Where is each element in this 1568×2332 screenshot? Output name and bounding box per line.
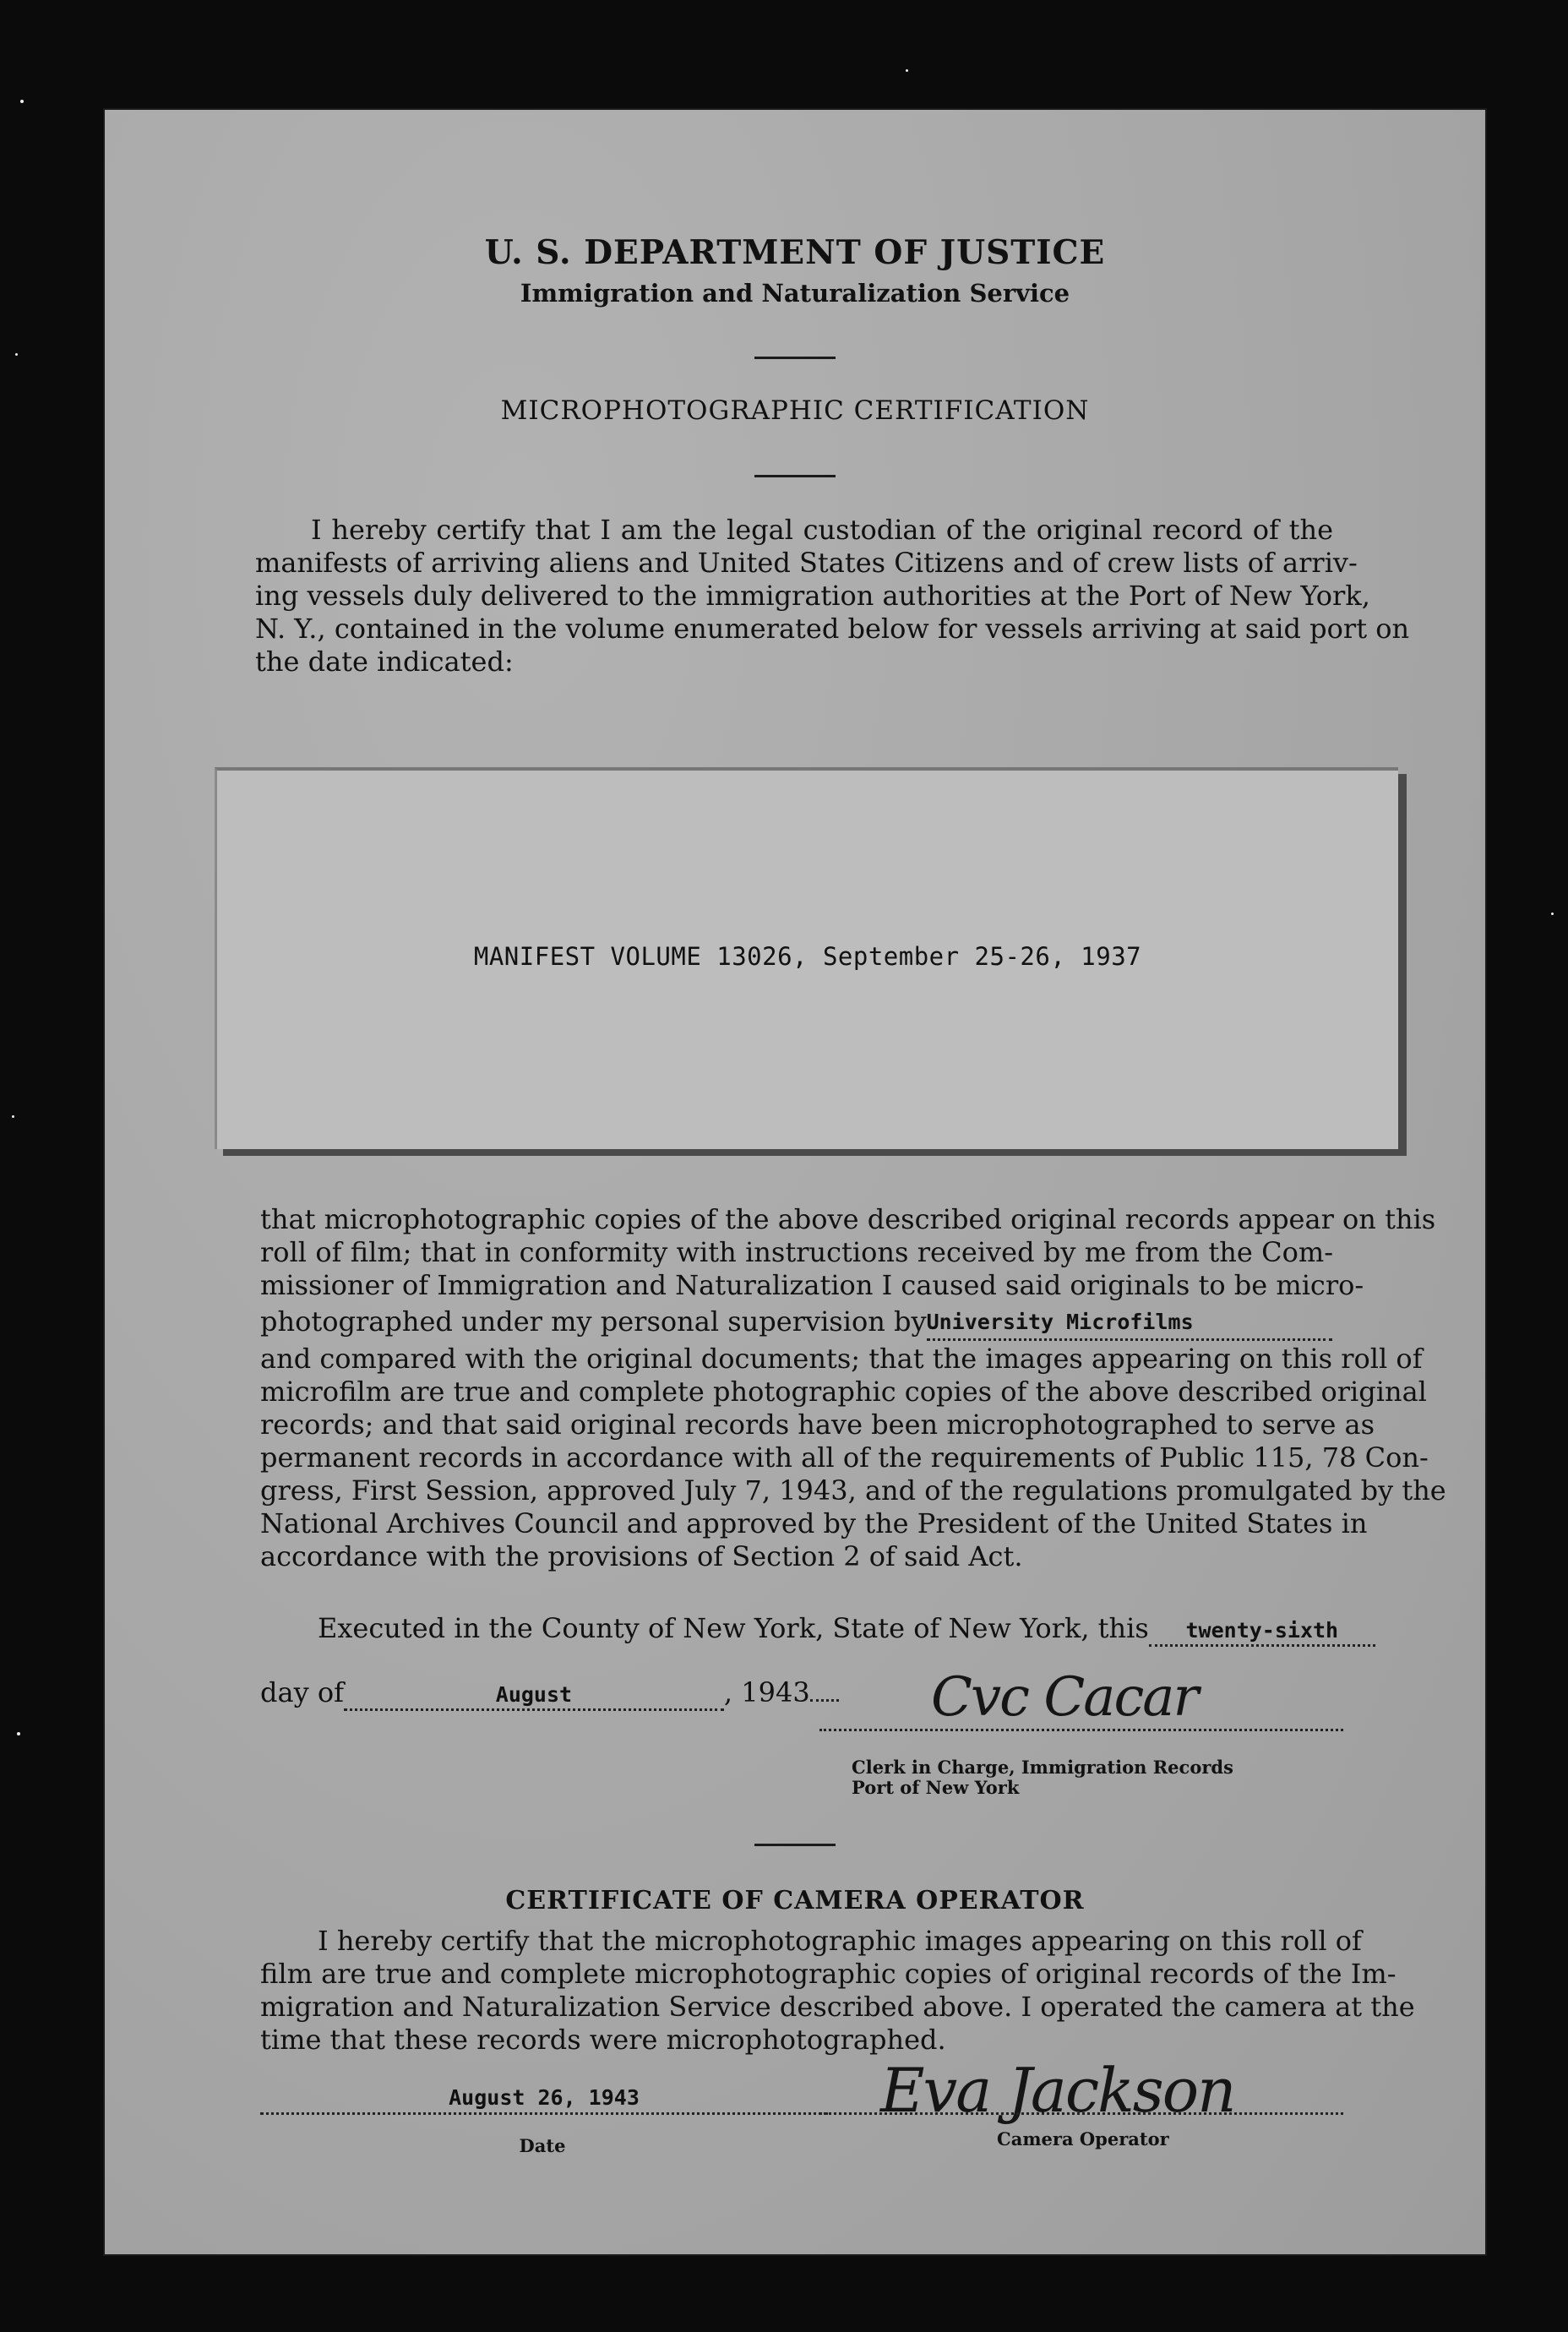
supervisor-value: University Microfilms [926,1310,1194,1334]
volume-slip-text: MANIFEST VOLUME 13026, September 25-26, 1937 [473,942,1142,971]
camera-line: migration and Naturalization Service described above. I operated the camera at the [260,1991,1415,2023]
year-text: , 1943 [723,1676,810,1708]
camera-paragraph [260,1925,1415,2057]
body-line: permanent records in accordance with all of the requirements of Public 115, 78 Con- [260,1441,1429,1474]
divider-1 [754,357,836,359]
day-of-line [260,1676,839,1711]
film-speck [17,1732,20,1735]
film-speck [906,69,908,72]
body-line: roll of film; that in conformity with instructions received by me from the Com- [260,1236,1333,1268]
body-paragraph [260,1203,1446,1573]
month-value: August [495,1682,573,1707]
executed-day-value: twenty-sixth [1185,1618,1339,1643]
camera-heading: CERTIFICATE OF CAMERA OPERATOR [505,1886,1085,1915]
body-line: that microphotographic copies of the above described original records appear on this [260,1203,1436,1235]
intro-paragraph [255,514,1410,678]
body-line: microfilm are true and complete photographic copies of the above described original [260,1376,1427,1408]
film-speck [12,1115,14,1118]
service-subtitle: Immigration and Naturalization Service [520,279,1070,308]
executed-prefix: Executed in the County of New York, State of New York, this [318,1612,1149,1644]
film-speck [15,353,18,356]
body-line: and compared with the original documents; that the images appearing on this roll of [260,1343,1423,1375]
body-line: gress, First Session, approved July 7, 1943, and of the regulations promulgated by the [260,1474,1446,1507]
camera-line: time that these records were microphotographed. [260,2024,946,2056]
executed-line [318,1612,1375,1647]
body-line: accordance with the provisions of Section 2 of said Act. [260,1540,1023,1572]
operator-date-line [260,2112,828,2115]
body-line: records; and that said original records have been microphotographed to serve as [260,1408,1375,1441]
department-title: U. S. DEPARTMENT OF JUSTICE [484,233,1106,272]
certification-heading: MICROPHOTOGRAPHIC CERTIFICATION [500,395,1090,426]
body-line: missioner of Immigration and Naturalization I caused said originals to be micro- [260,1269,1364,1301]
operator-signature: Eva Jackson [880,2055,1235,2126]
month-field [344,1676,724,1711]
year-dots [810,1699,839,1702]
intro-line: I hereby certify that I am the legal custodian of the original record of the [311,514,1333,546]
supervisor-field [927,1304,1332,1341]
film-speck [20,100,24,103]
film-speck [1551,913,1554,915]
intro-line: manifests of arriving aliens and United States Citizens and of crew lists of arriv- [255,547,1358,579]
operator-signature-line [819,2112,1343,2115]
operator-date-label: Date [519,2135,566,2156]
divider-2 [754,475,836,477]
supervision-line [260,1305,1333,1343]
executed-day-field [1149,1612,1375,1647]
body-line: National Archives Council and approved by the President of the United States in [260,1507,1368,1539]
operator-date-field [260,2085,828,2110]
divider-3 [754,1844,836,1846]
clerk-title-line1: Clerk in Charge, Immigration Records [852,1757,1233,1778]
day-of-label: day of [260,1676,344,1708]
camera-line: I hereby certify that the microphotographic images appearing on this roll of [318,1925,1362,1957]
camera-line: film are true and complete microphotographic copies of original records of the Im- [260,1958,1396,1990]
clerk-title-line2: Port of New York [852,1777,1020,1798]
clerk-signature-line [819,1729,1343,1731]
clerk-title [852,1757,1233,1798]
volume-slip [215,767,1398,1149]
operator-date-value: August 26, 1943 [449,2085,640,2110]
operator-label: Camera Operator [997,2128,1169,2149]
clerk-signature: Cvc Cacar [931,1666,1198,1729]
intro-line: N. Y., contained in the volume enumerated below for vessels arriving at said port on [255,613,1410,645]
supervision-prefix: photographed under my personal supervision by [260,1305,927,1338]
certificate-page [103,108,1487,2256]
intro-line: the date indicated: [255,646,514,678]
intro-line: ing vessels duly delivered to the immigration authorities at the Port of New York, [255,580,1370,612]
